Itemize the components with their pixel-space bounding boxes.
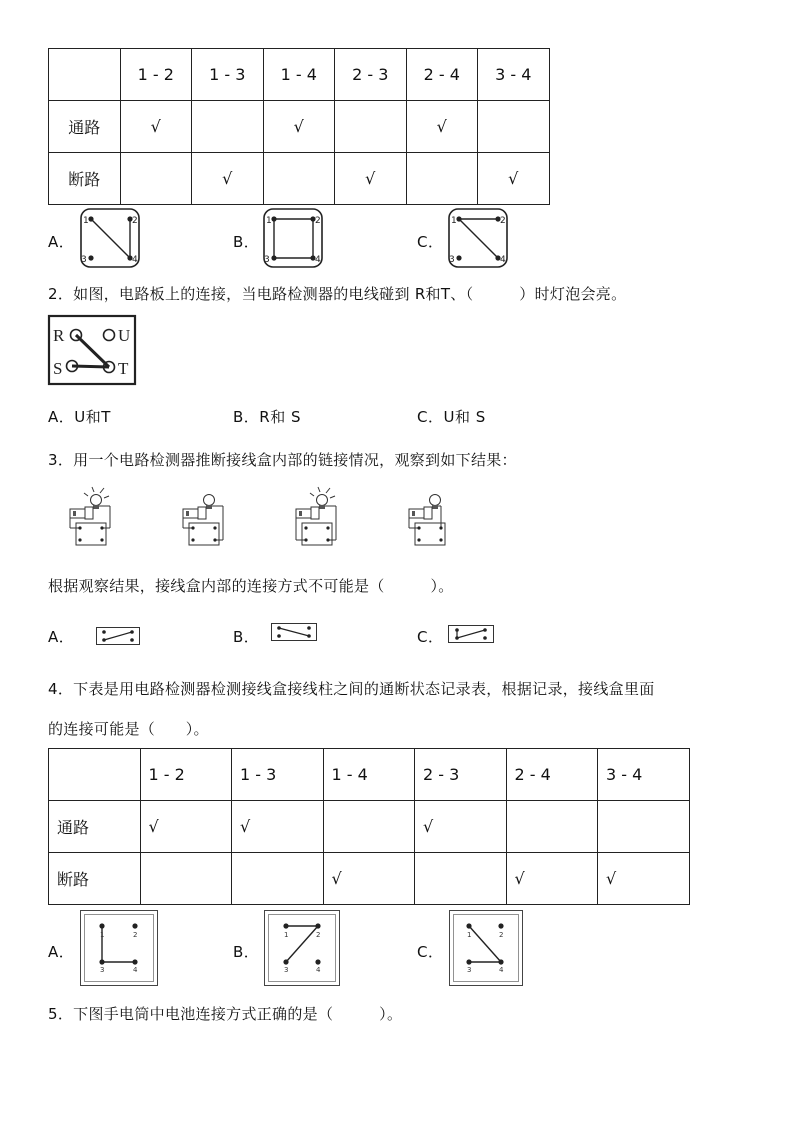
table-row — [49, 749, 690, 801]
table-cell — [415, 853, 507, 905]
q1-option-c-diagram — [448, 208, 508, 268]
q2-option-b: B．R和 S — [233, 408, 302, 426]
svg-text:1: 1 — [451, 216, 457, 226]
option-b-label: B． — [233, 233, 260, 251]
row-label: 通路 — [49, 801, 141, 853]
table-cell — [263, 153, 335, 205]
q4-option-b-diagram — [264, 910, 340, 986]
svg-text:4: 4 — [316, 966, 321, 974]
svg-text:1: 1 — [284, 931, 289, 939]
q3-option-c-diagram — [448, 625, 494, 643]
question-3-followup: 根据观察结果，接线盒内部的连接方式不可能是（ ）。 — [48, 577, 454, 595]
q2-circuit-board — [48, 315, 136, 385]
table-header: 1 - 4 — [263, 49, 335, 101]
table-cell — [406, 153, 478, 205]
table-cell — [598, 801, 690, 853]
svg-text:2: 2 — [500, 216, 506, 226]
table-cell — [506, 801, 598, 853]
table-row — [49, 801, 690, 853]
svg-text:3: 3 — [284, 966, 289, 974]
q1-option-b-diagram — [263, 208, 323, 268]
row-label: 通路 — [49, 101, 121, 153]
svg-text:2: 2 — [316, 931, 321, 939]
q4-option-b-label: B． — [233, 943, 260, 961]
svg-text:3: 3 — [264, 255, 270, 265]
tester-setup-2 — [179, 487, 227, 547]
q3-option-b-label: B． — [233, 628, 260, 646]
table-row — [49, 153, 550, 205]
table-cell: √ — [192, 153, 264, 205]
svg-text:2: 2 — [133, 931, 138, 939]
svg-text:1: 1 — [467, 931, 472, 939]
q3-option-a-label: A． — [48, 628, 75, 646]
q4-option-a-diagram — [80, 910, 158, 986]
row-label: 断路 — [49, 853, 141, 905]
question-5-text: 5．下图手电筒中电池连接方式正确的是（ ）。 — [48, 1005, 403, 1023]
question-2-text: 2．如图，电路板上的连接，当电路检测器的电线碰到 R和T、（ ）时灯泡会亮。 — [48, 285, 627, 303]
svg-text:3: 3 — [449, 255, 455, 265]
table-cell: √ — [415, 801, 507, 853]
table-row — [49, 101, 550, 153]
svg-text:1: 1 — [83, 216, 89, 226]
table-header: 3 - 4 — [478, 49, 550, 101]
table-row — [49, 853, 690, 905]
table-cell: √ — [335, 153, 407, 205]
table-header: 2 - 3 — [415, 749, 507, 801]
table-header: 1 - 2 — [120, 49, 192, 101]
svg-text:U: U — [118, 326, 131, 345]
table-header: 3 - 4 — [598, 749, 690, 801]
table-cell — [192, 101, 264, 153]
table-cell: √ — [506, 853, 598, 905]
table-header: 1 - 2 — [140, 749, 232, 801]
q3-option-b-diagram — [271, 623, 317, 641]
svg-text:3: 3 — [100, 966, 105, 974]
table-cell: √ — [598, 853, 690, 905]
table-cell — [323, 801, 415, 853]
svg-text:R: R — [53, 326, 65, 345]
table-cell — [232, 853, 324, 905]
svg-text:4: 4 — [133, 966, 138, 974]
table-cell — [140, 853, 232, 905]
table-cell: √ — [232, 801, 324, 853]
q3-option-c-label: C． — [417, 628, 444, 646]
q4-option-c-diagram — [449, 910, 523, 986]
result-table-2 — [48, 748, 690, 905]
tester-setup-1 — [66, 487, 114, 547]
q4-option-c-label: C． — [417, 943, 444, 961]
q3-option-a-diagram — [96, 627, 140, 645]
svg-text:2: 2 — [499, 931, 504, 939]
table-cell — [335, 101, 407, 153]
svg-text:4: 4 — [132, 255, 138, 265]
q2-option-c: C．U和 S — [417, 408, 486, 426]
table-header: 1 - 3 — [232, 749, 324, 801]
q1-option-a-diagram — [80, 208, 140, 268]
q2-option-a: A．U和T — [48, 408, 111, 426]
table-cell: √ — [140, 801, 232, 853]
table-header: 2 - 4 — [406, 49, 478, 101]
q4-option-a-label: A． — [48, 943, 75, 961]
result-table-1 — [48, 48, 550, 205]
tester-setup-3 — [292, 487, 340, 547]
svg-text:3: 3 — [81, 255, 87, 265]
svg-text:1: 1 — [100, 931, 105, 939]
svg-text:S: S — [53, 359, 63, 378]
table-cell — [120, 153, 192, 205]
table-cell — [478, 101, 550, 153]
question-3-text: 3．用一个电路检测器推断接线盒内部的链接情况，观察到如下结果： — [48, 451, 517, 469]
svg-text:4: 4 — [315, 255, 321, 265]
table-cell: √ — [406, 101, 478, 153]
row-label: 断路 — [49, 153, 121, 205]
question-4-text-line1: 4．下表是用电路检测器检测接线盒接线柱之间的通断状态记录表，根据记录，接线盒里面 — [48, 680, 655, 698]
svg-text:4: 4 — [500, 255, 506, 265]
table-cell: √ — [323, 853, 415, 905]
table-cell — [49, 49, 121, 101]
table-cell: √ — [478, 153, 550, 205]
table-row — [49, 49, 550, 101]
svg-text:3: 3 — [467, 966, 472, 974]
svg-text:2: 2 — [132, 216, 138, 226]
table-header: 1 - 4 — [323, 749, 415, 801]
tester-setup-4 — [405, 487, 453, 547]
question-4-text-line2: 的连接可能是（ ）。 — [48, 720, 209, 738]
table-cell: √ — [263, 101, 335, 153]
table-header: 2 - 3 — [335, 49, 407, 101]
table-cell — [49, 749, 141, 801]
svg-text:2: 2 — [315, 216, 321, 226]
svg-text:1: 1 — [266, 216, 272, 226]
table-cell: √ — [120, 101, 192, 153]
svg-text:T: T — [118, 359, 129, 378]
option-c-label: C． — [417, 233, 444, 251]
svg-text:4: 4 — [499, 966, 504, 974]
table-header: 2 - 4 — [506, 749, 598, 801]
table-header: 1 - 3 — [192, 49, 264, 101]
option-a-label: A． — [48, 233, 75, 251]
